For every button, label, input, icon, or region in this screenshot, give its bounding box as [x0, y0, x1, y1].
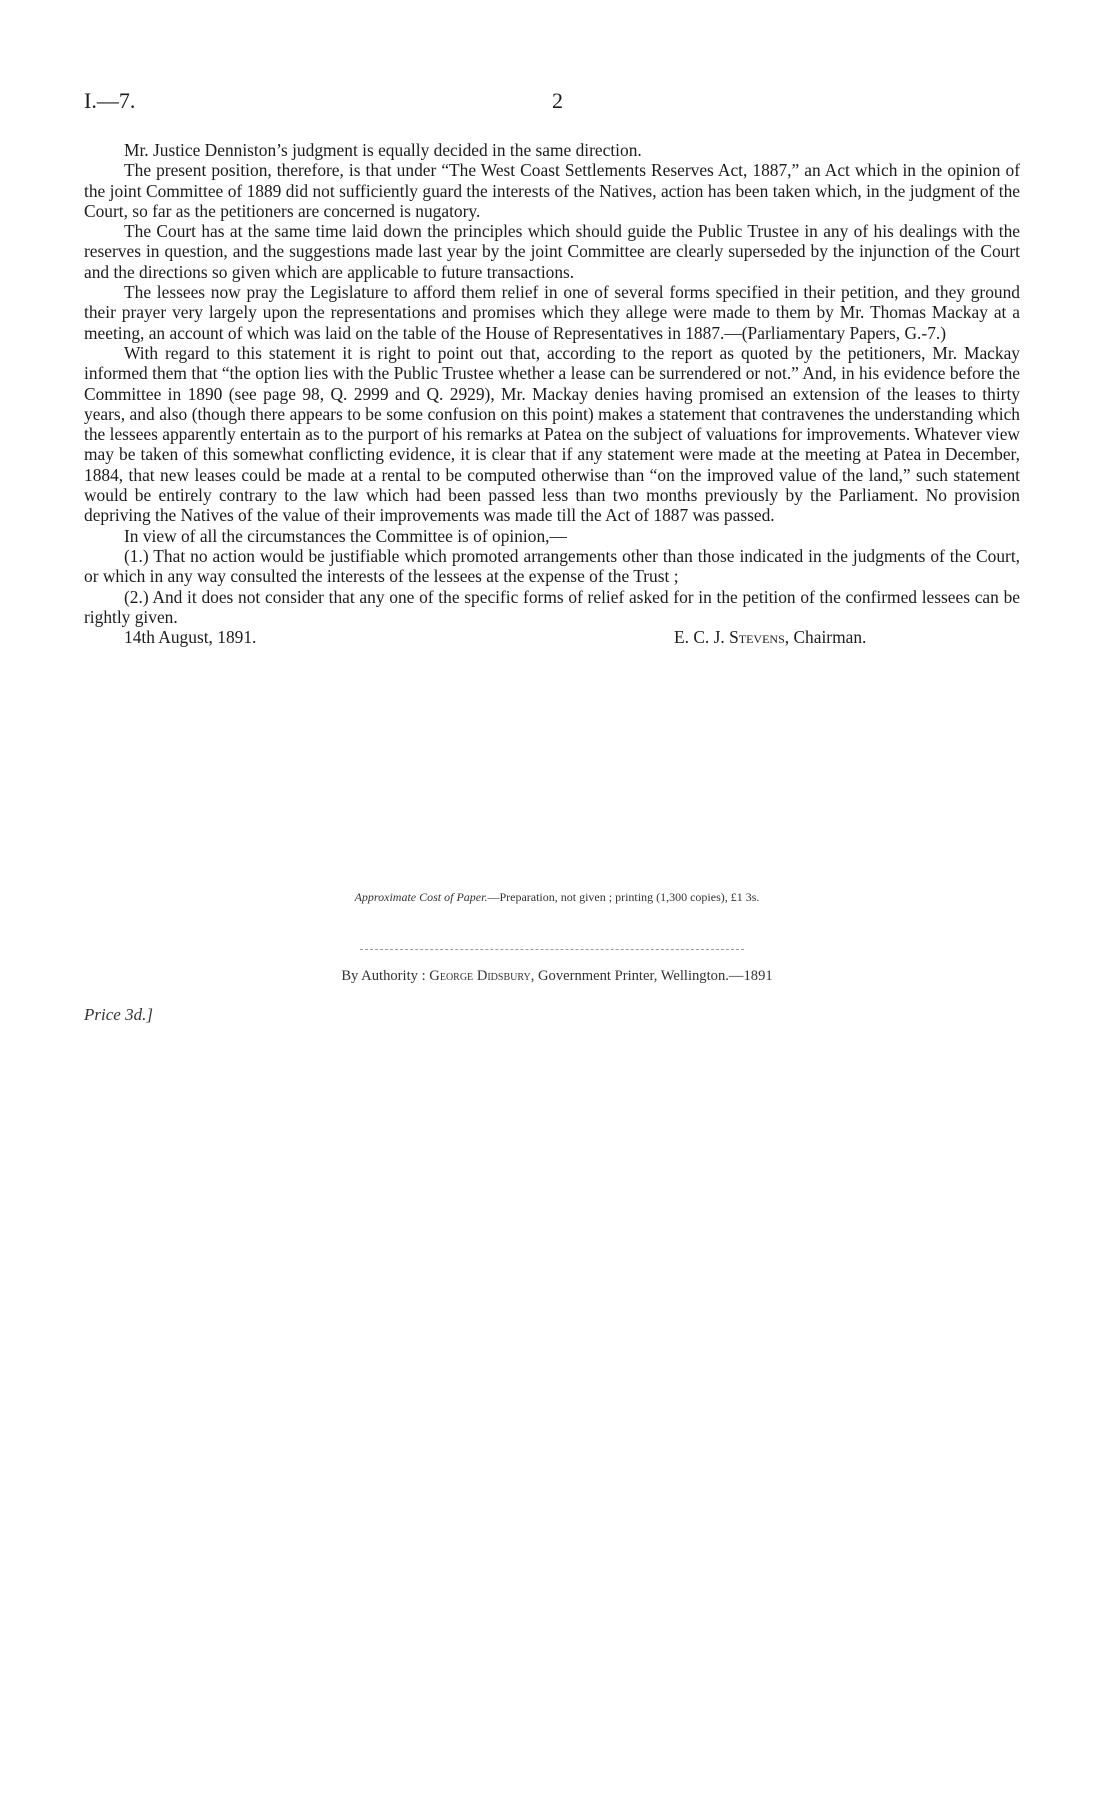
authority-suffix: , Government Printer, Wellington.—1891: [530, 968, 773, 984]
printer-authority-line: [0, 968, 1114, 985]
paragraph: (1.) That no action would be justifiable which promoted arrangements other than those indicated in the judgments of the Court, or which in any way consulted the interests of the lessees at the expense of the Trust ;: [84, 545, 1020, 587]
page-number: 2: [552, 88, 563, 113]
paragraph: With regard to this statement it is right to point out that, according to the report as quoted by the petitioners, Mr. Mackay informed them that “the option lies with the Public Trustee whether a lease can be surrendered or not.” And, in his evidence before the Committee in 1890 (see page 98, Q. 2999 and Q. 2929), Mr. Mackay denies having promised an extension of the leases to thirty years, and also (though there appears to be some confusion on this point) makes a statement that contravenes the understanding which the lessees apparently entertain as to the purport of his remarks at Patea on the subject of valuations for improvements. Whatever view may be taken of this somewhat conflicting evidence, it is clear that if any statement were made at the meeting at Patea in December, 1884, that new leases could be made at a rental to be computed otherwise than “on the improved value of the land,” such statement would be entirely contrary to the law which had been passed less than two months previously by the Parliament. No provision depriving the Natives of the value of their improvements was made till the Act of 1887 was passed.: [84, 342, 1020, 526]
page-header: [84, 88, 1024, 118]
paragraph: Mr. Justice Denniston’s judgment is equally decided in the same direction.: [124, 140, 642, 160]
divider-rule: [360, 949, 744, 950]
cost-of-paper-line: [0, 890, 1114, 905]
price-label: Price 3d.]: [84, 1005, 153, 1024]
authority-prefix: By Authority :: [341, 968, 430, 984]
cost-label: Approximate Cost of Paper.: [354, 890, 488, 904]
cost-text: —Preparation, not given ; printing (1,300 copies), £1 3s.: [487, 890, 760, 904]
signature-date: 14th August, 1891.: [124, 627, 257, 648]
signature-line: [84, 627, 1020, 649]
signatory-name: E. C. J. Stevens: [674, 627, 785, 648]
paragraph: The lessees now pray the Legislature to afford them relief in one of several forms specified in their petition, and they ground their prayer very largely upon the representations and promises which they allege were made to them by Mr. Thomas Mackay at a meeting, an account of which was laid on the table of the House of Representatives in 1887.—(Parliamentary Papers, G.-7.): [84, 282, 1020, 343]
report-body: [84, 140, 1020, 649]
printer-name: George Didsbury: [429, 968, 531, 984]
paragraph: The present position, therefore, is that under “The West Coast Settlements Reserves Act, 1887,” an Act which in the opinion of the joint Committee of 1889 did not sufficiently guard the interests of the Natives, action has been taken which, in the judgment of the Court, so far as the petitioners are concerned is nugatory.: [84, 160, 1020, 221]
signatory: [674, 627, 866, 647]
paragraph: In view of all the circumstances the Committee is of opinion,—: [124, 525, 567, 546]
paragraph: (2.) And it does not consider that any one of the specific forms of relief asked for in the petition of the confirmed lessees can be rightly given.: [84, 586, 1020, 627]
paper-reference: I.—7.: [84, 88, 136, 113]
signatory-title: , Chairman.: [784, 627, 867, 648]
paragraph: The Court has at the same time laid down the principles which should guide the Public Trustee in any of his dealings with the reserves in question, and the suggestions made last year by the joint Committee are clearly superseded by the injunction of the Court and the directions so given which are applicable to future transactions.: [84, 221, 1020, 282]
